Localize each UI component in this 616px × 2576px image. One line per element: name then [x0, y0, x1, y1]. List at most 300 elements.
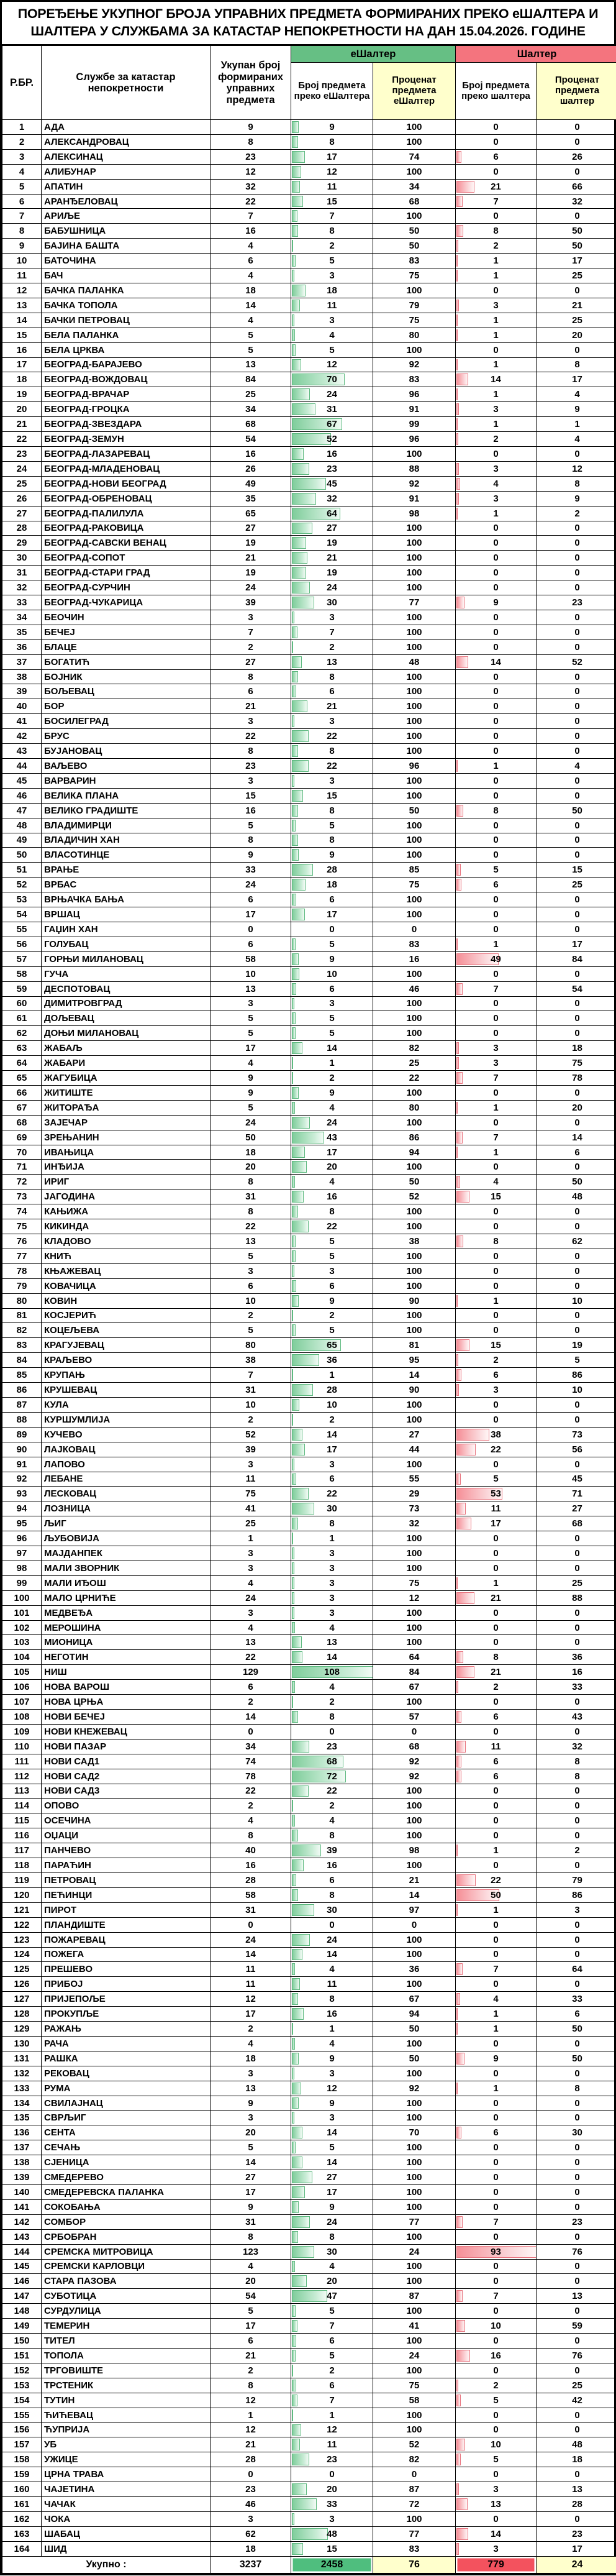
eshalter-count-cell [291, 1249, 373, 1263]
shalter-percent-cell-value: 27 [572, 1503, 582, 1515]
shalter-percent-cell-value: 8 [574, 1756, 580, 1767]
row-number-cell [2, 1501, 42, 1516]
eshalter-percent-cell [373, 2393, 456, 2408]
shalter-count-cell [456, 580, 537, 595]
eshalter-count-cell [291, 996, 373, 1011]
total-count-cell [211, 372, 291, 387]
shalter-count-cell-value: 1 [493, 508, 499, 519]
shalter-percent-cell [537, 1858, 616, 1873]
row-number-cell [2, 1992, 42, 2007]
shalter-count-cell-value: 3 [493, 300, 499, 311]
service-name-cell-value: СРБОБРАН [44, 2231, 97, 2242]
eshalter-percent-cell [373, 402, 456, 417]
shalter-percent-cell [537, 402, 616, 417]
service-name-cell [42, 1130, 211, 1145]
row-number-cell-value: 159 [14, 2469, 30, 2480]
shalter-count-cell-value: 2 [493, 2380, 499, 2391]
row-number-cell-value: 58 [16, 968, 27, 979]
eshalter-count-cell-value: 14 [327, 1652, 337, 1663]
row-number-cell [2, 2452, 42, 2467]
eshalter-percent-cell-value: 83 [409, 938, 420, 950]
shalter-percent-cell [537, 120, 616, 135]
shalter-count-cell-value: 0 [493, 1221, 499, 1232]
shalter-percent-cell-value: 54 [572, 983, 582, 994]
row-number-cell-value: 156 [14, 2424, 30, 2436]
shalter-percent-cell [537, 714, 616, 729]
eshalter-percent-cell [373, 1085, 456, 1100]
service-name-cell [42, 1011, 211, 1026]
shalter-percent-cell [537, 298, 616, 313]
table-row [2, 1724, 616, 1739]
eshalter-count-cell [291, 432, 373, 447]
shalter-percent-cell [537, 2125, 616, 2140]
service-name-cell [42, 461, 211, 476]
total-count-cell [211, 1175, 291, 1189]
shalter-count-cell [456, 2170, 537, 2185]
table-row [2, 209, 616, 224]
shalter-count-cell [456, 1412, 537, 1427]
service-name-cell-value: КРАЉЕВО [44, 1355, 93, 1366]
total-count-cell-value: 14 [245, 300, 256, 311]
eshalter-count-cell [291, 1085, 373, 1100]
eshalter-percent-cell [373, 1293, 456, 1308]
total-count-cell [211, 2229, 291, 2244]
shalter-count-cell [456, 1323, 537, 1338]
eshalter-count-cell [291, 759, 373, 774]
service-name-cell-value: ТУТИН [44, 2395, 75, 2406]
total-count-cell-value: 18 [245, 285, 256, 296]
row-number-cell-value: 121 [14, 1904, 30, 1915]
shalter-percent-cell [537, 684, 616, 699]
eshalter-count-cell-value: 68 [327, 1756, 337, 1767]
row-number-cell [2, 2125, 42, 2140]
eshalter-count-cell-value: 24 [327, 1117, 337, 1128]
service-name-cell-value: БОСИЛЕГРАД [44, 716, 109, 727]
service-name-cell-value: ВЛАДИМИРЦИ [44, 820, 112, 831]
eshalter-count-cell-value: 11 [327, 1979, 337, 1990]
shalter-percent-cell-value: 0 [574, 1533, 580, 1544]
service-name-cell-value: РАЧА [44, 2038, 69, 2049]
total-count-cell [211, 1026, 291, 1041]
row-number-cell [2, 2185, 42, 2200]
shalter-count-cell-value: 0 [493, 1547, 499, 1559]
shalter-count-cell [456, 1011, 537, 1026]
eshalter-count-cell-value: 17 [327, 1444, 337, 1455]
shalter-percent-cell-value: 0 [574, 1949, 580, 1960]
eshalter-percent-cell [373, 1412, 456, 1427]
row-number-cell-value: 91 [16, 1459, 27, 1470]
service-name-cell [42, 1338, 211, 1353]
row-number-cell [2, 1442, 42, 1457]
shalter-percent-cell-value: 64 [572, 1964, 582, 1975]
eshalter-percent-cell [373, 773, 456, 788]
shalter-percent-cell-value: 0 [574, 2112, 580, 2124]
service-name-cell [42, 699, 211, 714]
total-count-cell-value: 7 [248, 211, 253, 222]
service-name-cell [42, 1650, 211, 1665]
eshalter-count-cell [291, 863, 373, 878]
shalter-percent-cell-value: 0 [574, 1622, 580, 1633]
shalter-percent-cell [537, 1204, 616, 1219]
eshalter-count-cell [291, 1516, 373, 1531]
eshalter-count-cell [291, 1799, 373, 1813]
service-name-cell-value: ДОЊИ МИЛАНОВАЦ [44, 1028, 139, 1039]
total-count-cell-value: 12 [245, 2424, 256, 2436]
total-count-cell [211, 1219, 291, 1234]
service-name-cell-value: МАЛИ ИЂОШ [44, 1577, 106, 1588]
service-name-cell [42, 2036, 211, 2051]
eshalter-count-cell-value: 3 [329, 1592, 335, 1603]
total-count-cell [211, 1620, 291, 1635]
eshalter-count-cell-value: 6 [329, 686, 335, 697]
eshalter-count-cell [291, 1917, 373, 1932]
total-count-cell [211, 357, 291, 372]
service-name-cell-value: БЕОЧИН [44, 612, 84, 623]
shalter-count-cell [456, 1175, 537, 1189]
eshalter-count-cell-value: 30 [327, 1503, 337, 1515]
service-name-cell-value: ПАНЧЕВО [44, 1845, 91, 1856]
shalter-percent-cell-value: 0 [574, 1979, 580, 1990]
shalter-percent-cell [537, 759, 616, 774]
eshalter-count-cell-value: 5 [329, 2306, 335, 2317]
table-row [2, 357, 616, 372]
eshalter-count-cell-value: 11 [327, 181, 337, 192]
eshalter-count-cell [291, 2393, 373, 2408]
eshalter-percent-cell-value: 100 [406, 2513, 422, 2524]
shalter-count-cell-value: 0 [493, 820, 499, 831]
shalter-count-cell [456, 1635, 537, 1650]
shalter-percent-cell-value: 75 [572, 1058, 582, 1069]
shalter-percent-cell-value: 15 [572, 864, 582, 876]
service-name-cell-value: ВРШАЦ [44, 909, 80, 920]
shalter-count-cell [456, 179, 537, 194]
total-count-cell [211, 432, 291, 447]
row-number-cell-value: 38 [16, 671, 27, 682]
service-name-cell-value: БЕОГРАД-ПАЛИЛУЛА [44, 508, 144, 519]
service-name-cell [42, 2393, 211, 2408]
eshalter-percent-cell [373, 357, 456, 372]
shalter-count-cell-value: 14 [491, 2528, 501, 2539]
total-count-cell-value: 22 [245, 1785, 256, 1797]
eshalter-percent-cell [373, 1160, 456, 1175]
total-count-cell [211, 1784, 291, 1799]
row-number-cell [2, 313, 42, 328]
eshalter-percent-cell-value: 100 [406, 567, 422, 579]
shalter-percent-cell-value: 88 [572, 1592, 582, 1603]
shalter-count-cell [456, 1368, 537, 1383]
service-name-cell-value: КОВИН [44, 1295, 78, 1306]
total-count-cell-value: 5 [248, 1250, 253, 1262]
eshalter-percent-cell-value: 50 [409, 241, 420, 252]
shalter-percent-cell [537, 2036, 616, 2051]
eshalter-count-cell-value: 4 [329, 1102, 335, 1113]
service-name-cell-value: ГАЏИН ХАН [44, 924, 98, 935]
shalter-count-cell [456, 491, 537, 506]
table-row [2, 951, 616, 966]
shalter-percent-cell [537, 818, 616, 833]
shalter-percent-cell [537, 521, 616, 536]
total-count-cell-value: 17 [245, 2321, 256, 2332]
row-number-cell-value: 134 [14, 2097, 30, 2109]
total-count-cell-value: 62 [245, 2528, 256, 2539]
eshalter-percent-cell [373, 1872, 456, 1887]
total-count-cell-value: 21 [245, 552, 256, 564]
total-count-cell-value: 1 [248, 1533, 253, 1544]
table-row [2, 1189, 616, 1204]
row-number-cell [2, 714, 42, 729]
shalter-count-cell [456, 1754, 537, 1769]
eshalter-count-cell [291, 1026, 373, 1041]
service-name-cell-value: БЕОГРАД-МЛАДЕНОВАЦ [44, 463, 160, 474]
eshalter-percent-cell [373, 2408, 456, 2422]
row-number-cell [2, 1635, 42, 1650]
shalter-percent-cell [537, 1784, 616, 1799]
eshalter-count-cell [291, 1100, 373, 1115]
shalter-percent-cell-value: 9 [574, 493, 580, 504]
shalter-count-cell [456, 2319, 537, 2334]
eshalter-percent-cell [373, 417, 456, 432]
eshalter-count-cell-value: 9 [329, 1295, 335, 1306]
row-number-cell [2, 536, 42, 551]
eshalter-count-cell [291, 1828, 373, 1843]
eshalter-count-cell-value: 0 [329, 924, 335, 935]
shalter-percent-cell-value: 23 [572, 597, 582, 608]
total-count-cell-value: 9 [248, 850, 253, 861]
eshalter-count-cell [291, 1887, 373, 1902]
eshalter-count-cell [291, 1442, 373, 1457]
row-number-cell [2, 2526, 42, 2541]
total-count-cell [211, 298, 291, 313]
eshalter-count-cell [291, 1011, 373, 1026]
shalter-count-cell [456, 402, 537, 417]
eshalter-percent-cell [373, 1145, 456, 1160]
total-count-cell [211, 417, 291, 432]
service-name-cell-value: КУЧЕВО [44, 1429, 83, 1440]
eshalter-percent-cell [373, 1219, 456, 1234]
row-number-cell-value: 90 [16, 1444, 27, 1455]
eshalter-count-cell-value: 0 [329, 1726, 335, 1737]
total-count-cell [211, 1872, 291, 1887]
eshalter-percent-cell-value: 0 [411, 2469, 417, 2480]
shalter-percent-cell-value: 59 [572, 2321, 582, 2332]
eshalter-count-cell [291, 2482, 373, 2497]
eshalter-percent-cell [373, 224, 456, 239]
eshalter-count-cell-value: 5 [329, 1325, 335, 1336]
table-row [2, 1754, 616, 1769]
eshalter-count-cell-value: 24 [327, 389, 337, 400]
shalter-count-cell-value: 0 [493, 1815, 499, 1827]
row-number-cell [2, 1249, 42, 1263]
table-row [2, 1293, 616, 1308]
total-count-cell [211, 402, 291, 417]
eshalter-count-cell [291, 1056, 373, 1071]
eshalter-count-cell-value: 14 [327, 1429, 337, 1440]
eshalter-percent-cell-value: 100 [406, 1459, 422, 1470]
service-name-cell [42, 1487, 211, 1501]
row-number-cell-value: 123 [14, 1934, 30, 1945]
service-name-cell [42, 1160, 211, 1175]
row-number-cell-value: 14 [16, 314, 27, 326]
shalter-percent-cell [537, 625, 616, 639]
row-number-cell [2, 1487, 42, 1501]
eshalter-percent-cell-value: 95 [409, 1355, 420, 1366]
total-count-cell-value: 28 [245, 2454, 256, 2465]
total-count-cell [211, 2467, 291, 2482]
total-count-cell-value: 21 [245, 2439, 256, 2450]
table-row [2, 432, 616, 447]
total-count-cell-value: 23 [245, 151, 256, 162]
eshalter-percent-cell-value: 100 [406, 2409, 422, 2421]
eshalter-count-cell-value: 4 [329, 329, 335, 341]
table-row [2, 1383, 616, 1398]
table-row [2, 1828, 616, 1843]
total-count-cell [211, 1977, 291, 1992]
row-number-cell [2, 1234, 42, 1249]
total-count-cell [211, 2437, 291, 2452]
eshalter-count-cell [291, 2289, 373, 2304]
shalter-count-cell-value: 0 [493, 2335, 499, 2347]
eshalter-percent-cell [373, 1204, 456, 1219]
row-number-cell [2, 298, 42, 313]
total-count-cell-value: 17 [245, 2009, 256, 2020]
service-name-cell [42, 1442, 211, 1457]
service-name-cell [42, 209, 211, 224]
shalter-count-cell-value: 6 [493, 879, 499, 891]
table-row [2, 506, 616, 521]
total-count-cell [211, 1160, 291, 1175]
shalter-count-cell-value: 11 [491, 1503, 501, 1515]
eshalter-count-cell [291, 1145, 373, 1160]
service-name-cell-value: КОЦЕЉЕВА [44, 1325, 100, 1336]
total-count-cell-value: 3 [248, 998, 253, 1009]
row-number-cell [2, 595, 42, 610]
eshalter-count-cell [291, 387, 373, 402]
shalter-count-cell [456, 1293, 537, 1308]
service-name-cell [42, 729, 211, 744]
shalter-count-cell [456, 2244, 537, 2259]
eshalter-count-cell-value: 45 [327, 478, 337, 489]
service-name-cell-value: АЛЕКСИНАЦ [44, 151, 103, 162]
row-number-cell-value: 94 [16, 1503, 27, 1515]
eshalter-count-cell [291, 818, 373, 833]
row-number-cell-value: 100 [14, 1592, 30, 1603]
total-count-cell [211, 1858, 291, 1873]
shalter-percent-cell-value: 19 [572, 1340, 582, 1351]
service-name-cell [42, 2155, 211, 2170]
eshalter-percent-cell-value: 100 [406, 2335, 422, 2347]
eshalter-count-cell [291, 313, 373, 328]
total-count-cell-value: 5 [248, 1325, 253, 1336]
table-row [2, 536, 616, 551]
shalter-percent-cell-value: 10 [572, 1295, 582, 1306]
eshalter-count-cell [291, 1932, 373, 1947]
service-name-cell-value: БОЈНИК [44, 671, 83, 682]
service-name-cell [42, 1397, 211, 1412]
eshalter-count-cell-value: 8 [329, 1711, 335, 1722]
shalter-count-cell-value: 1 [493, 359, 499, 370]
total-count-cell-value: 24 [245, 582, 256, 594]
total-count-cell [211, 1338, 291, 1353]
eshalter-percent-cell-value: 77 [409, 597, 420, 608]
eshalter-percent-cell [373, 432, 456, 447]
eshalter-count-cell [291, 966, 373, 981]
row-number-cell [2, 2259, 42, 2274]
table-row [2, 1308, 616, 1323]
eshalter-count-cell [291, 2511, 373, 2526]
total-count-cell-value: 5 [248, 2306, 253, 2317]
eshalter-percent-cell [373, 1011, 456, 1026]
table-row [2, 714, 616, 729]
total-count-cell [211, 1799, 291, 1813]
service-name-cell [42, 1457, 211, 1472]
header-service: Службе за катастар непокретности [42, 46, 211, 120]
row-number-cell [2, 1130, 42, 1145]
eshalter-count-cell [291, 669, 373, 684]
service-name-cell [42, 1620, 211, 1635]
eshalter-percent-cell [373, 521, 456, 536]
total-count-cell-value: 5 [248, 820, 253, 831]
total-count-cell-value: 16 [245, 448, 256, 459]
row-number-cell-value: 161 [14, 2498, 30, 2510]
total-count-cell-value: 18 [245, 2053, 256, 2064]
eshalter-count-cell-value: 7 [329, 2321, 335, 2332]
row-number-cell [2, 1575, 42, 1590]
eshalter-count-cell [291, 506, 373, 521]
service-name-cell [42, 313, 211, 328]
table-row [2, 328, 616, 342]
eshalter-percent-cell [373, 476, 456, 491]
eshalter-count-cell [291, 1487, 373, 1501]
total-count-cell-value: 3 [248, 775, 253, 786]
row-number-cell [2, 179, 42, 194]
shalter-count-cell [456, 1278, 537, 1293]
eshalter-count-cell-value: 20 [327, 2276, 337, 2287]
total-count-cell [211, 1561, 291, 1575]
service-name-cell [42, 1219, 211, 1234]
eshalter-count-cell-value: 8 [329, 2231, 335, 2242]
eshalter-percent-cell-value: 25 [409, 1058, 420, 1069]
total-count-cell [211, 878, 291, 892]
eshalter-count-cell [291, 1323, 373, 1338]
eshalter-percent-cell-value: 21 [409, 1874, 420, 1886]
eshalter-count-cell [291, 179, 373, 194]
service-name-cell-value: ЛОЗНИЦА [44, 1503, 91, 1515]
row-number-cell-value: 44 [16, 760, 27, 771]
total-count-cell [211, 2511, 291, 2526]
row-number-cell [2, 1932, 42, 1947]
service-name-cell [42, 283, 211, 298]
table-row [2, 1026, 616, 1041]
total-count-cell [211, 1501, 291, 1516]
shalter-percent-cell [537, 372, 616, 387]
eshalter-count-cell [291, 1115, 373, 1130]
total-count-cell [211, 1739, 291, 1754]
eshalter-count-cell-value: 4 [329, 1176, 335, 1188]
total-count-cell-value: 0 [248, 924, 253, 935]
eshalter-count-cell-value: 6 [329, 2335, 335, 2347]
eshalter-count-cell [291, 2185, 373, 2200]
shalter-percent-cell-value: 76 [572, 2350, 582, 2361]
eshalter-percent-cell-value: 100 [406, 731, 422, 742]
total-count-cell-value: 5 [248, 1013, 253, 1024]
eshalter-count-cell [291, 2051, 373, 2066]
eshalter-percent-cell [373, 1501, 456, 1516]
table-row [2, 922, 616, 937]
service-name-cell [42, 2259, 211, 2274]
eshalter-percent-cell [373, 342, 456, 357]
eshalter-count-cell-value: 17 [327, 2186, 337, 2198]
table-row [2, 773, 616, 788]
